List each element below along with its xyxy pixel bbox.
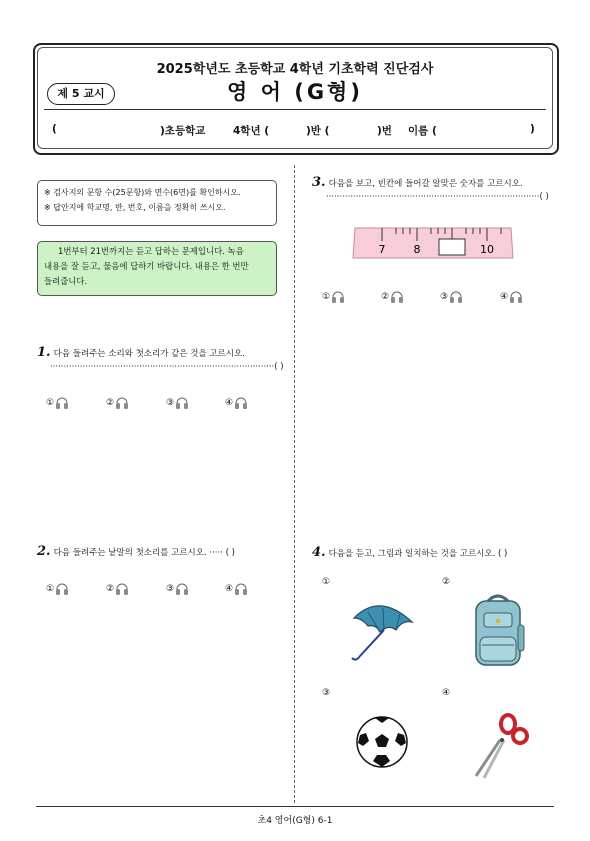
option-number: ④ [225, 398, 234, 408]
ruler-image [352, 227, 514, 259]
picture-option-3-number[interactable]: ③ [322, 688, 331, 698]
question-text: 다음을 보고, 빈칸에 들어갈 알맞은 숫자를 고르시오. [328, 179, 523, 189]
question-text: 다음 들려주는 소리와 첫소리가 같은 것을 고르시오. [53, 349, 245, 359]
exam-title: 2025학년도 초등학교 4학년 기초학력 진단검사 [156, 62, 434, 77]
headphones-icon [331, 291, 345, 303]
info-class: )반 ( [306, 125, 330, 137]
answer-paren: ( ) [539, 192, 549, 202]
info-school: )초등학교 [160, 125, 206, 137]
option-number: ① [322, 292, 331, 302]
headphones-icon [175, 397, 189, 409]
q3-options [0, 291, 590, 307]
answer-leader: ···············································································( ) [326, 192, 549, 202]
question-number: 3. [312, 175, 326, 190]
option-1[interactable] [322, 291, 345, 303]
option-3[interactable] [166, 583, 189, 595]
notice-line: ※ 검사지의 문항 수(25문항)와 면수(6면)를 확인하시오. [44, 188, 241, 197]
info-number: )번 [377, 125, 392, 137]
option-2[interactable] [106, 583, 129, 595]
ruler-number: 10 [480, 243, 494, 256]
picture-option-4-number[interactable]: ④ [442, 688, 451, 698]
option-4[interactable] [225, 583, 248, 595]
question-text: 다음 들려주는 낱말의 첫소리를 고르시오. ····· ( ) [53, 548, 235, 558]
question-1 [37, 345, 245, 360]
footer-line [36, 806, 554, 807]
info-name: 이름 ( [408, 125, 437, 137]
option-3[interactable] [166, 397, 189, 409]
option-4[interactable] [500, 291, 523, 303]
headphones-icon [234, 583, 248, 595]
answer-paren: ( ) [274, 362, 284, 372]
info-open: ( [52, 123, 57, 135]
option-2[interactable] [381, 291, 404, 303]
question-text: 다음을 듣고, 그림과 일치하는 것을 고르시오. ( ) [328, 549, 508, 559]
headphones-icon [234, 397, 248, 409]
question-number: 2. [37, 544, 51, 559]
option-number: ① [46, 398, 55, 408]
picture-option-2-number[interactable]: ② [442, 577, 451, 587]
backpack-icon [470, 593, 526, 669]
ruler-number: 8 [413, 243, 421, 256]
option-1[interactable] [46, 397, 69, 409]
question-number: 1. [37, 345, 51, 360]
q1-options [0, 397, 290, 413]
column-divider [294, 165, 295, 803]
listening-line: 들려줍니다. [44, 276, 88, 286]
headphones-icon [115, 583, 129, 595]
q2-options [0, 583, 290, 599]
notice-line: ※ 답안지에 학교명, 반, 번호, 이름을 정확히 쓰시오. [44, 203, 226, 212]
option-number: ③ [166, 584, 175, 594]
period-badge: 제 5 교시 [47, 83, 115, 105]
umbrella-icon [350, 596, 418, 664]
info-close: ) [530, 123, 535, 135]
answer-leader: ···················································································( ) [50, 362, 284, 372]
headphones-icon [175, 583, 189, 595]
exam-notice-box [37, 180, 277, 226]
option-number: ④ [225, 584, 234, 594]
soccer-ball-icon [355, 715, 409, 769]
option-number: ① [46, 584, 55, 594]
listening-line: 내용을 잘 듣고, 물음에 답하기 바랍니다. 내용은 한 번만 [44, 261, 249, 271]
option-4[interactable] [225, 397, 248, 409]
headphones-icon [509, 291, 523, 303]
page-footer: 초4 영어(G형) 6-1 [257, 816, 333, 826]
option-3[interactable] [440, 291, 463, 303]
option-1[interactable] [46, 583, 69, 595]
question-number: 4. [312, 545, 326, 560]
question-3 [312, 175, 523, 190]
ruler-number: 7 [378, 243, 386, 256]
info-grade: 4학년 ( [233, 125, 270, 137]
headphones-icon [55, 583, 69, 595]
question-2 [37, 544, 235, 559]
subject-title: 영 어 (G형) [227, 80, 363, 104]
picture-option-1-number[interactable]: ① [322, 577, 331, 587]
question-4 [312, 545, 507, 560]
option-number: ④ [500, 292, 509, 302]
option-2[interactable] [106, 397, 129, 409]
ruler-blank-box [439, 239, 465, 255]
headphones-icon [390, 291, 404, 303]
listening-line: 1번부터 21번까지는 듣고 답하는 문제입니다. 녹음 [58, 246, 244, 256]
option-number: ③ [440, 292, 449, 302]
option-number: ③ [166, 398, 175, 408]
header-divider [44, 109, 546, 110]
scissors-icon [470, 712, 530, 780]
option-number: ② [106, 398, 115, 408]
option-number: ② [381, 292, 390, 302]
headphones-icon [115, 397, 129, 409]
headphones-icon [449, 291, 463, 303]
headphones-icon [55, 397, 69, 409]
option-number: ② [106, 584, 115, 594]
listening-notice-box [37, 241, 277, 296]
